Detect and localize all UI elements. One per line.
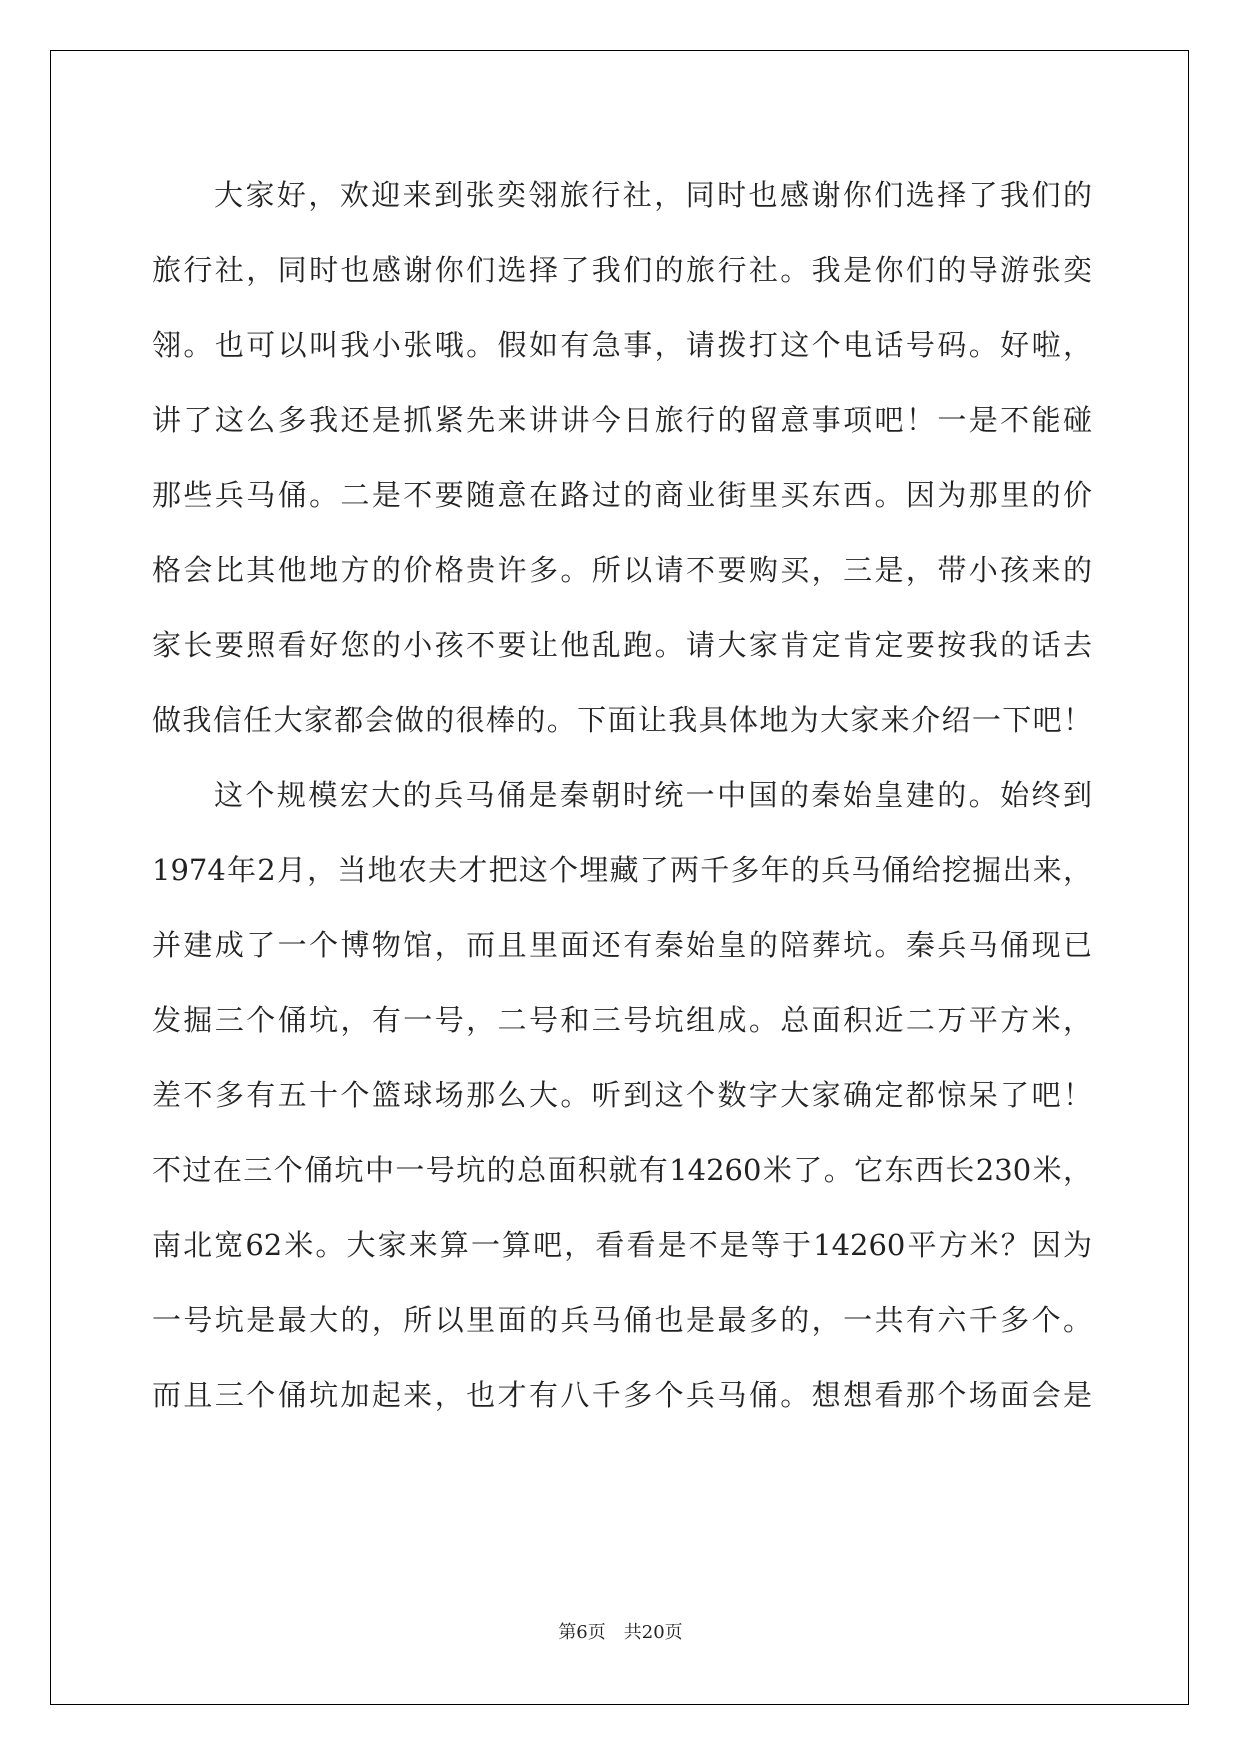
text-line: 家长要照看好您的小孩不要让他乱跑。请大家肯定肯定要按我的话去 xyxy=(152,628,1092,662)
text-line: 旅行社，同时也感谢你们选择了我们的旅行社。我是你们的导游张奕 xyxy=(152,253,1092,287)
text-line: 不过在三个俑坑中一号坑的总面积就有14260米了。它东西长230米， xyxy=(152,1153,1092,1187)
paragraph-2 xyxy=(152,758,1092,1433)
text-line: 讲了这么多我还是抓紧先来讲讲今日旅行的留意事项吧！一是不能碰 xyxy=(152,403,1092,437)
text-line: 1974年2月，当地农夫才把这个埋藏了两千多年的兵马俑给挖掘出来， xyxy=(152,853,1092,887)
document-body xyxy=(152,158,1092,1433)
text-line: 南北宽62米。大家来算一算吧，看看是不是等于14260平方米？因为 xyxy=(152,1228,1092,1262)
text-line: 大家好，欢迎来到张奕翎旅行社，同时也感谢你们选择了我们的 xyxy=(214,178,1092,212)
text-line: 翎。也可以叫我小张哦。假如有急事，请拨打这个电话号码。好啦， xyxy=(152,328,1092,362)
text-line: 而且三个俑坑加起来，也才有八千多个兵马俑。想想看那个场面会是 xyxy=(152,1378,1092,1412)
text-line: 做我信任大家都会做的很棒的。下面让我具体地为大家来介绍一下吧！ xyxy=(152,703,1092,737)
text-line: 差不多有五十个篮球场那么大。听到这个数字大家确定都惊呆了吧！ xyxy=(152,1078,1092,1112)
text-line: 那些兵马俑。二是不要随意在路过的商业街里买东西。因为那里的价 xyxy=(152,478,1092,512)
page-number-footer: 第6页 共20页 xyxy=(558,1622,683,1643)
text-line: 格会比其他地方的价格贵许多。所以请不要购买，三是，带小孩来的 xyxy=(152,553,1092,587)
text-line: 这个规模宏大的兵马俑是秦朝时统一中国的秦始皇建的。始终到 xyxy=(214,778,1092,812)
text-line: 一号坑是最大的，所以里面的兵马俑也是最多的，一共有六千多个。 xyxy=(152,1303,1092,1337)
text-line: 发掘三个俑坑，有一号，二号和三号坑组成。总面积近二万平方米， xyxy=(152,1003,1092,1037)
text-line: 并建成了一个博物馆，而且里面还有秦始皇的陪葬坑。秦兵马俑现已 xyxy=(152,928,1092,962)
paragraph-1 xyxy=(152,158,1092,758)
